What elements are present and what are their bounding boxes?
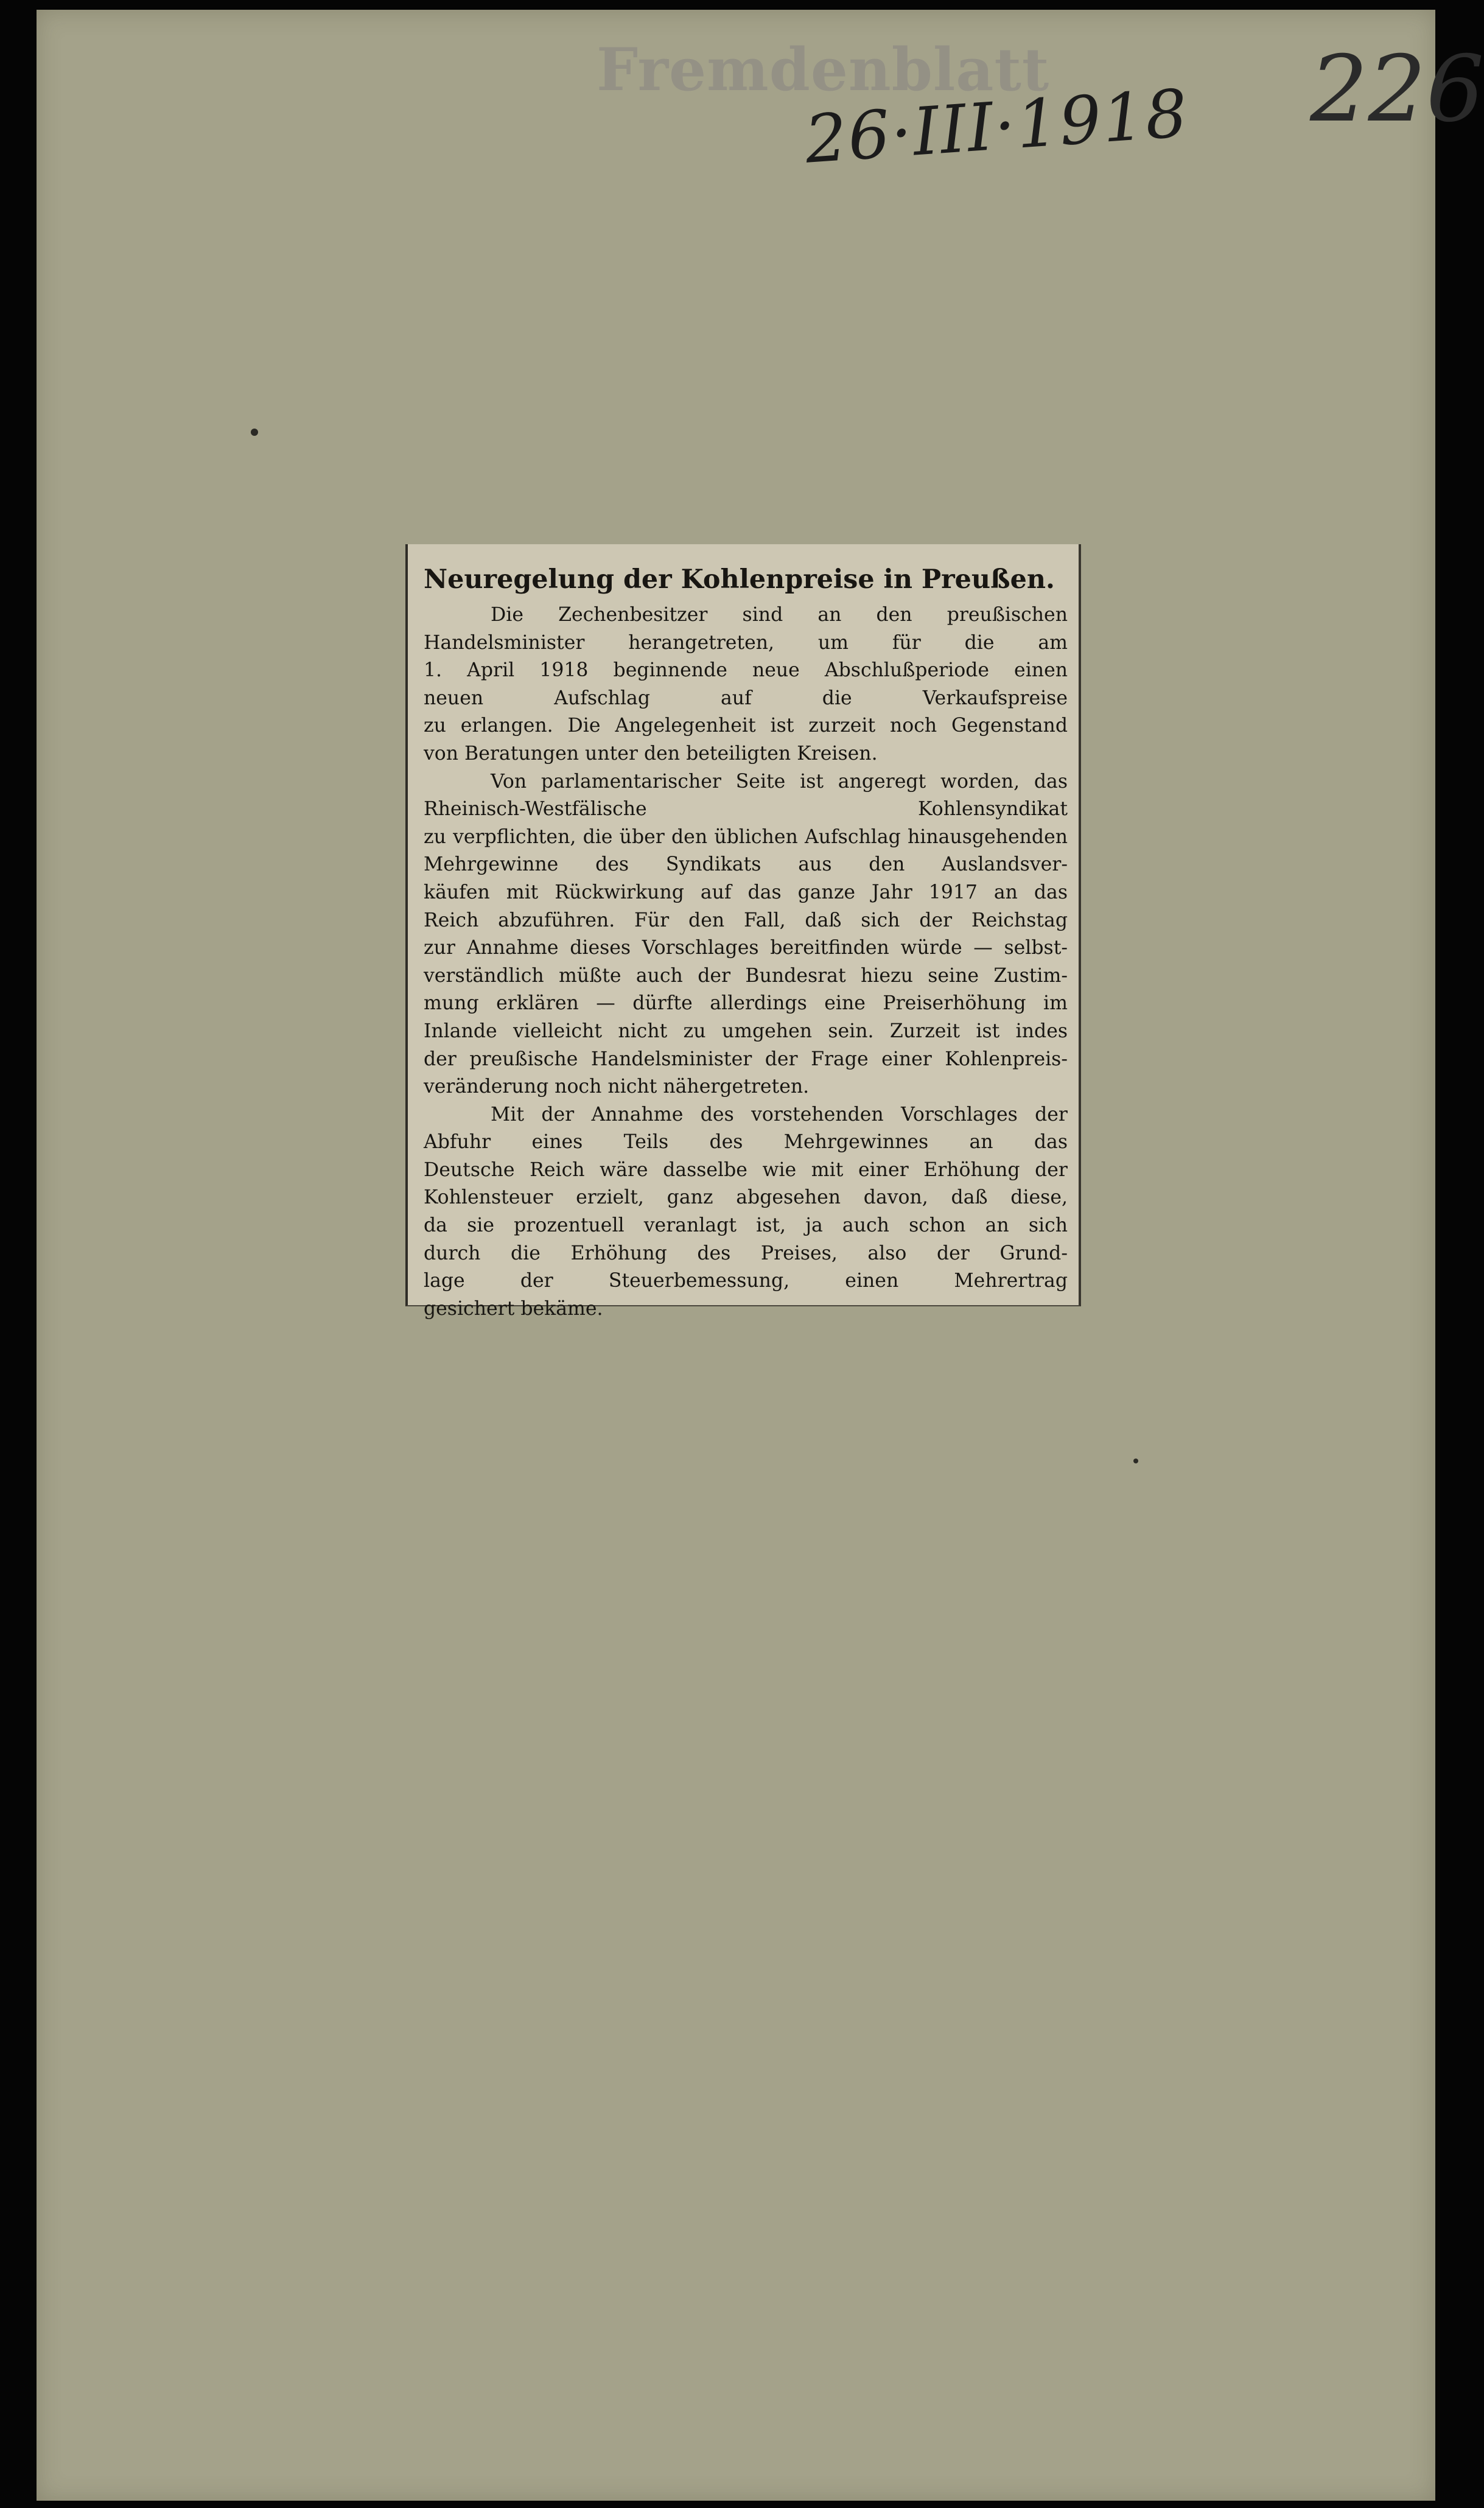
article-line: Kohlensteuer erzielt, ganz abgesehen davon, daß diese,: [424, 1186, 1068, 1209]
article-paragraph-3: [424, 1101, 1068, 1323]
article-line: zur Annahme dieses Vorschlages bereitfinden würde — selbst-: [424, 937, 1068, 959]
article-line: lage der Steuerbemessung, einen Mehrertrag: [424, 1270, 1068, 1292]
paper-speck: [251, 429, 258, 436]
paper-speck: [1133, 1459, 1138, 1463]
article-line: der preußische Handelsminister der Frage einer Kohlenpreis-: [424, 1048, 1068, 1070]
article-line: zu verpflichten, die über den üblichen Aufschlag hinausgehenden: [424, 825, 1068, 848]
article-line: Rheinisch-Westfälische Kohlensyndikat: [424, 798, 1068, 821]
article-line: Von parlamentarischer Seite ist angeregt worden, das: [491, 770, 1068, 793]
article-line: Abfuhr eines Teils des Mehrgewinnes an das: [424, 1131, 1068, 1154]
article-line: gesichert bekäme.: [424, 1297, 603, 1320]
article-line: veränderung noch nicht nähergetreten.: [424, 1076, 810, 1098]
article-line: von Beratungen unter den beteiligten Kreisen.: [424, 742, 878, 765]
article-line: Reich abzuführen. Für den Fall, daß sich der Reichstag: [424, 909, 1068, 931]
archive-sheet: [37, 10, 1484, 2501]
article-line: Deutsche Reich wäre dasselbe wie mit einer Erhöhung der: [424, 1158, 1068, 1181]
folio-number: 226: [1310, 37, 1484, 142]
article-line: Mehrgewinne des Syndikats aus den Auslandsver-: [424, 853, 1068, 876]
article-line: mung erklären — dürfte allerdings eine Preiserhöhung im: [424, 992, 1068, 1015]
article-line: Handelsminister herangetreten, um für die am: [424, 631, 1068, 654]
article-line: da sie prozentuell veranlagt ist, ja auch schon an sich: [424, 1214, 1068, 1237]
article-line: Die Zechenbesitzer sind an den preußischen: [491, 604, 1068, 626]
newspaper-clipping: [405, 544, 1081, 1320]
article-paragraph-2: [424, 768, 1068, 1101]
article-line: käufen mit Rückwirkung auf das ganze Jahr 1917 an das: [424, 881, 1068, 903]
article-line: neuen Aufschlag auf die Verkaufspreise: [424, 687, 1068, 709]
handwritten-date: 26·III·1918: [802, 75, 1191, 178]
article-line: Mit der Annahme des vorstehenden Vorschlages der: [491, 1103, 1068, 1126]
article-line: verständlich müßte auch der Bundesrat hiezu seine Zustim-: [424, 964, 1068, 987]
article-line: durch die Erhöhung des Preises, also der Grund-: [424, 1242, 1068, 1264]
article-line: 1. April 1918 beginnende neue Abschlußperiode einen: [424, 659, 1068, 682]
newspaper-stamp: Fremdenblatt: [597, 35, 1050, 104]
article-headline: Neuregelung der Kohlenpreise in Preußen.: [424, 564, 1055, 595]
article-paragraph-1: [424, 601, 1068, 768]
article-line: zu erlangen. Die Angelegenheit ist zurzeit noch Gegenstand: [424, 715, 1068, 737]
article-line: Inlande vielleicht nicht zu umgehen sein. Zurzeit ist indes: [424, 1020, 1068, 1042]
